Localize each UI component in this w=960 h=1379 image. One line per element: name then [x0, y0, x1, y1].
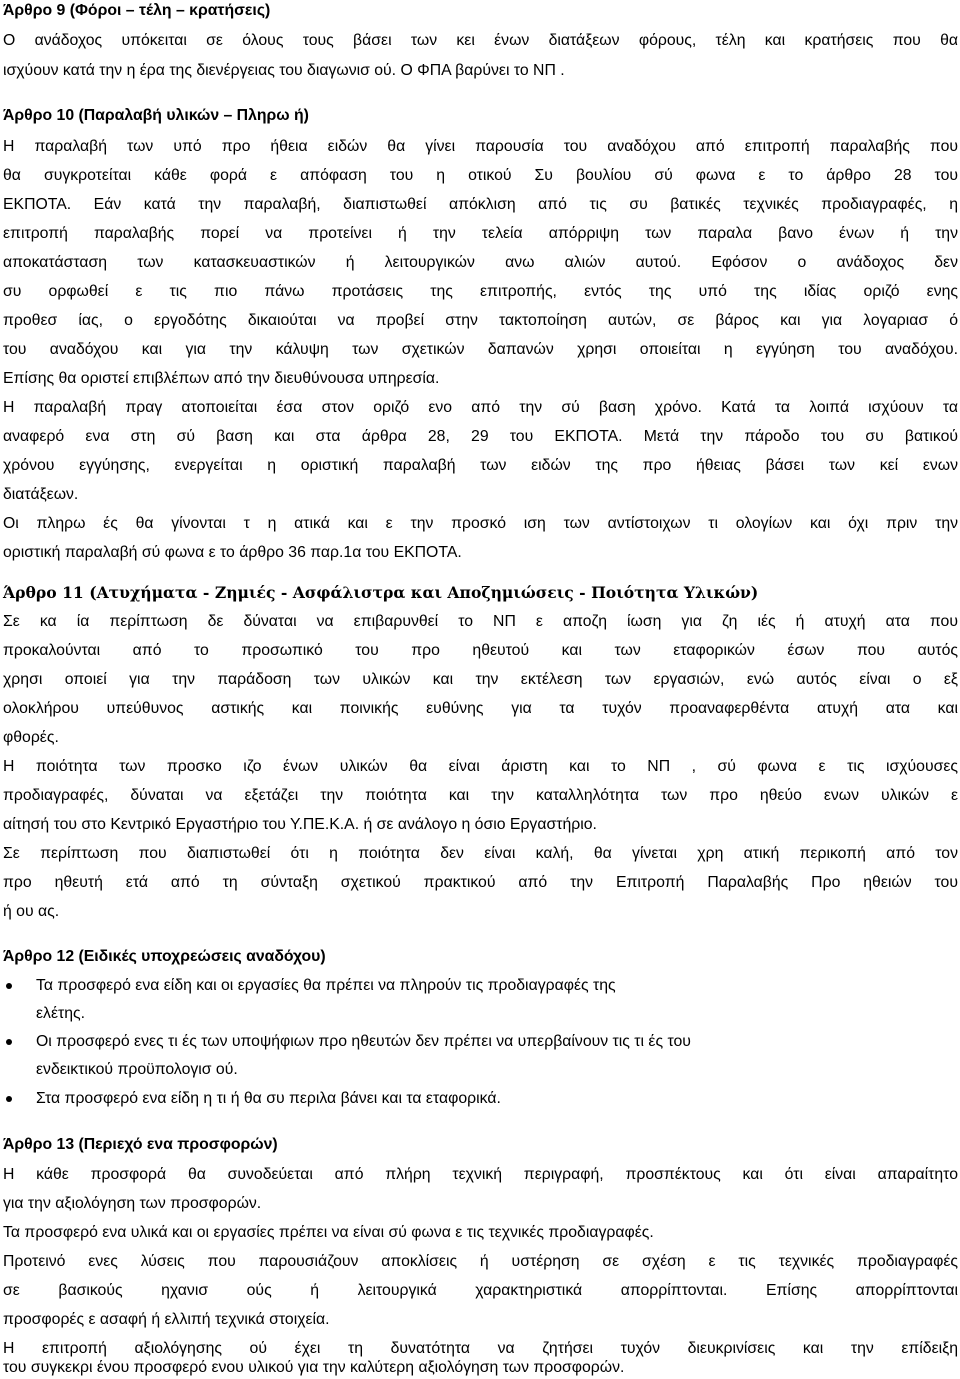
article-10-line: διατάξεων. [3, 486, 79, 503]
article-11-line: ολοκλήρου υπεύθυνος αστικής και ποινικής ευθύνης για τα τυχόν προαναφερθέντα ατυχή ατα και [3, 700, 958, 717]
article-10-heading: Άρθρο 10 (Παραλαβή υλικών – Πληρω ή) [3, 107, 309, 124]
article-13-line: σε βασικούς ηχανισ ούς ή λειτουργικά χαρακτηριστικά απορρίπτονται. Επίσης απορρίπτονται [3, 1282, 958, 1299]
article-13-line: προσφορές ε ασαφή ή ελλιπή τεχνικά στοιχεία. [3, 1311, 330, 1328]
bullet-item-continuation: ελέτης. [36, 1005, 86, 1022]
article-10-line: οριστική παραλαβή σύ φωνα ε το άρθρο 36 παρ.1α του ΕΚΠΟΤΑ. [3, 544, 462, 561]
article-13-line: για την αξιολόγηση των προσφορών. [3, 1195, 262, 1212]
article-11-line: Σε κα ία περίπτωση δε δύναται να επιβαρυνθεί το ΝΠ ε αποζη ίωση για ζη ιές ή ατυχή ατα που [3, 613, 958, 630]
article-9-line: ισχύουν κατά την η έρα της διενέργειας του διαγωνισ ού. Ο ΦΠΑ βαρύνει το ΝΠ . [3, 62, 565, 79]
article-10-line: του αναδόχου και για την κάλυψη των σχετικών δαπανών χρησι οποιείται η εγγύηση του αναδόχου. [3, 341, 958, 358]
article-13-heading: Άρθρο 13 (Περιεχό ενα προσφορών) [3, 1136, 278, 1153]
bullet-item: Τα προσφερό ενα είδη και οι εργασίες θα πρέπει να πληρούν τις προδιαγραφές της [36, 977, 616, 994]
article-12-heading: Άρθρο 12 (Ειδικές υποχρεώσεις αναδόχου) [3, 948, 326, 965]
article-11-line: προ ηθευτή ετά από τη σύνταξη σχετικού πρακτικού από την Επιτροπή Παραλαβής Προ ηθειών του [3, 874, 958, 891]
article-10-line: αποκατάσταση των κατασκευαστικών ή λειτουργικών ανω αλιών αυτού. Εφόσον ο ανάδοχος δεν [3, 254, 958, 271]
article-10-line: χρόνου εγγύησης, ενεργείται η οριστική παραλαβή των ειδών της προ ήθειας βάσει των κεί ενων [3, 457, 958, 474]
article-9-line: Ο ανάδοχος υπόκειται σε όλους τους βάσει των κει ένων διατάξεων φόρους, τέλη και κρατήσεις που θα [3, 32, 958, 49]
article-10-line: προθεσ ίας, ο εργοδότης δικαιούται να προβεί στην τακτοποίηση αυτών, σε βάρος και για λογαριασ ό [3, 312, 958, 329]
article-11-heading: Άρθρο 11 (Ατυχήματα - Ζημιές - Ασφάλιστρα και Αποζημιώσεις - Ποιότητα Υλικών) [3, 583, 759, 602]
article-11-line: Σε περίπτωση που διαπιστωθεί ότι η ποιότητα δεν είναι καλή, θα γίνεται χρη ατική περικοπή από τον [3, 845, 958, 862]
article-11-line: ή ου ας. [3, 903, 60, 920]
article-10-line: αναφερό ενα στη σύ βαση και στα άρθρα 28, 29 του ΕΚΠΟΤΑ. Μετά την πάροδο του συ βατικού [3, 428, 958, 445]
bullet-item: Οι προσφερό ενες τι ές των υποψήφιων προ ηθευτών δεν πρέπει να υπερβαίνουν τις τι ές του [36, 1033, 691, 1050]
article-11-line: προκαλούνται από το προσωπικό του προ ηθευτού και των εταφορικών έσων που αυτός [3, 642, 958, 659]
article-10-line: ΕΚΠΟΤΑ. Εάν κατά την παραλαβή, διαπιστωθεί απόκλιση από τις συ βατικές τεχνικές προδιαγραφές, η [3, 196, 958, 213]
article-10-line: συ ορφωθεί ε τις πιο πάνω προτάσεις της επιτροπής, εντός της υπό της ιδίας οριζό ενης [3, 283, 958, 300]
bullet-item: Στα προσφερό ενα είδη η τι ή θα συ περιλα βάνει και τα εταφορικά. [36, 1090, 501, 1107]
article-9-heading: Άρθρο 9 (Φόροι – τέλη – κρατήσεις) [3, 2, 271, 19]
article-11-line: προδιαγραφές, δύναται να εξετάζει την ποιότητα και την καταλληλότητα των προ ηθεύο ενων υλικών ε [3, 787, 958, 804]
article-10-line: Επίσης θα οριστεί επιβλέπων από την διευθύνουσα υπηρεσία. [3, 370, 440, 387]
article-10-line: Η παραλαβή των υπό προ ήθεια ειδών θα γίνει παρουσία του αναδόχου από επιτροπή παραλαβής που [3, 138, 958, 155]
article-10-line: θα συγκροτείται κάθε φορά ε απόφαση του η οτικού Συ βουλίου σύ φωνα ε το άρθρο 28 του [3, 167, 958, 184]
article-11-line: φθορές. [3, 729, 59, 746]
article-13-line: του συγκεκρι ένου προσφερό ενου υλικού για την καλύτερη αξιολόγηση των προσφορών. [3, 1359, 625, 1376]
article-11-line: Η ποιότητα των προσκο ιζο ένων υλικών θα είναι άριστη και το ΝΠ , σύ φωνα ε τις ισχύουσες [3, 758, 958, 775]
bullet-item-continuation: ενδεικτικού προϋπολογισ ού. [36, 1061, 238, 1078]
article-13-line: Προτεινό ενες λύσεις που παρουσιάζουν αποκλίσεις ή υστέρηση σε σχέση ε τις τεχνικές προδιαγραφές [3, 1253, 958, 1270]
article-13-line: Η κάθε προσφορά θα συνοδεύεται από πλήρη τεχνική περιγραφή, προσπέκτους και ότι είναι απαραίτητο [3, 1166, 958, 1183]
article-10-line: επιτροπή παραλαβής πορεί να προτείνει ή την τελεία απόρριψη των παραλα βανο ένων ή την [3, 225, 958, 242]
bullet-icon [6, 983, 12, 989]
article-10-line: Οι πληρω ές θα γίνονται τ η ατικά και ε την προσκό ιση των αντίστοιχων τι ολογίων και όχι πριν την [3, 515, 958, 532]
bullet-icon [6, 1096, 12, 1102]
article-13-line: Τα προσφερό ενα υλικά και οι εργασίες πρέπει να είναι σύ φωνα ε τις τεχνικές προδιαγραφές. [3, 1224, 654, 1241]
article-11-line: χρησι οποιεί για την παράδοση των υλικών και την εκτέλεση των εργασιών, ενώ αυτός είναι ο εξ [3, 671, 958, 688]
article-11-line: αίτησή του στο Κεντρικό Εργαστήριο του Υ.ΠΕ.Κ.Α. ή σε ανάλογο η όσιο Εργαστήριο. [3, 816, 597, 833]
article-10-line: Η παραλαβή πραγ ατοποιείται έσα στον οριζό ενο από την σύ βαση χρόνο. Κατά τα λοιπά ισχύουν τα [3, 399, 958, 416]
bullet-icon [6, 1039, 12, 1045]
article-13-line: Η επιτροπή αξιολόγησης ού έχει τη δυνατότητα να ζητήσει τυχόν διευκρινίσεις και την επίδειξη [3, 1340, 958, 1357]
